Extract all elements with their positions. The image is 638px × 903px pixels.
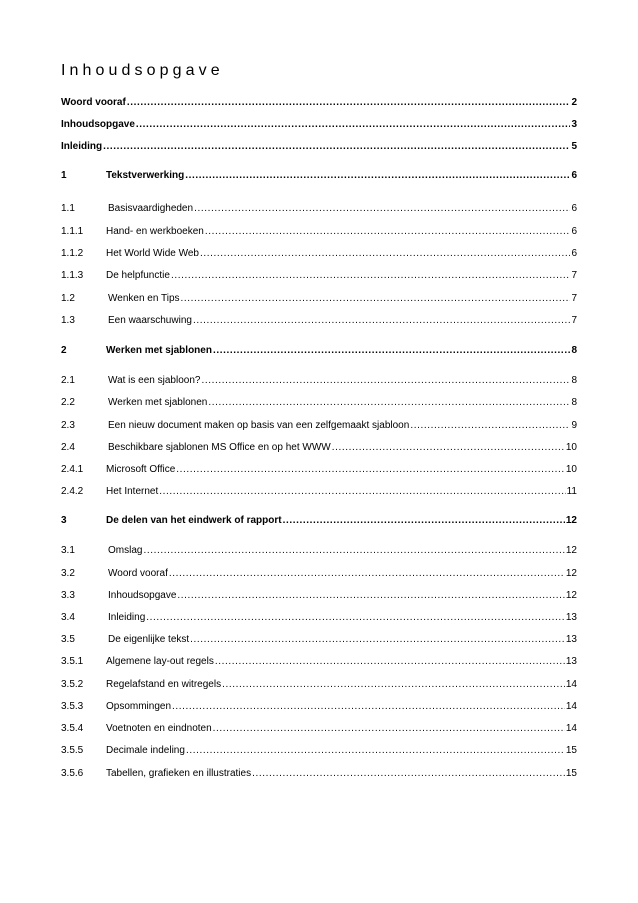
- toc-dot-leader: [127, 97, 570, 109]
- toc-dot-leader: [172, 701, 565, 713]
- toc-entry-title: Opsommingen: [106, 701, 172, 712]
- toc-entry-page-number: 7: [571, 293, 577, 304]
- toc-entry-title: De delen van het eindwerk of rapport: [106, 515, 282, 526]
- toc-title: Inhoudsopgave: [61, 62, 224, 79]
- toc-entry-title: Werken met sjablonen: [108, 397, 208, 408]
- toc-entry[interactable]: [61, 741, 577, 757]
- toc-entry-title: Woord vooraf: [61, 97, 126, 108]
- toc-dot-leader: [159, 486, 565, 498]
- toc-entry-number: 1.1.3: [61, 270, 84, 281]
- toc-entry-title: Inleiding: [108, 612, 146, 623]
- toc-entry-number: 1.1.2: [61, 248, 84, 259]
- toc-entry-page-number: 6: [571, 170, 577, 181]
- toc-dot-leader: [177, 590, 564, 602]
- toc-entry[interactable]: [61, 438, 577, 454]
- toc-entry[interactable]: [61, 541, 577, 557]
- toc-entry[interactable]: [61, 630, 577, 646]
- toc-entry-title: Wat is een sjabloon?: [108, 375, 201, 386]
- toc-entry-page-number: 13: [565, 612, 577, 623]
- toc-entry-title: De eigenlijke tekst: [108, 634, 190, 645]
- toc-entry[interactable]: [61, 764, 577, 780]
- toc-entry-page-number: 12: [565, 545, 577, 556]
- toc-entry-title: Hand- en werkboeken: [106, 226, 204, 237]
- toc-entry[interactable]: [61, 115, 577, 131]
- toc-entry-page-number: 13: [565, 634, 577, 645]
- toc-entry[interactable]: [61, 416, 577, 432]
- toc-entry-page-number: 15: [565, 745, 577, 756]
- toc-entry[interactable]: [61, 564, 577, 580]
- toc-dot-leader: [181, 293, 570, 305]
- toc-entry-page-number: 9: [571, 420, 577, 431]
- toc-dot-leader: [136, 119, 570, 131]
- toc-entry-page-number: 8: [571, 375, 577, 386]
- toc-entry[interactable]: [61, 608, 577, 624]
- toc-entry-title: Tabellen, grafieken en illustraties: [106, 768, 252, 779]
- toc-entry[interactable]: [61, 586, 577, 602]
- toc-entry-title: Decimale indeling: [106, 745, 185, 756]
- toc-entry-title: Inhoudsopgave: [61, 119, 135, 130]
- toc-entry-page-number: 7: [571, 315, 577, 326]
- toc-entry-page-number: 6: [571, 248, 577, 259]
- toc-entry-page-number: 2: [571, 97, 577, 108]
- toc-entry-number: 3.3: [61, 590, 75, 601]
- toc-entry-number: 3.1: [61, 545, 75, 556]
- toc-entry[interactable]: [61, 675, 577, 691]
- toc-entry-page-number: 6: [571, 226, 577, 237]
- toc-dot-leader: [176, 464, 565, 476]
- toc-entry[interactable]: [61, 222, 577, 238]
- toc-dot-leader: [208, 397, 570, 409]
- toc-entry-number: 2.3: [61, 420, 75, 431]
- toc-entry-number: 3.5: [61, 634, 75, 645]
- toc-entry-page-number: 8: [571, 345, 577, 356]
- toc-entry-page-number: 6: [571, 203, 577, 214]
- toc-entry-number: 1.2: [61, 293, 75, 304]
- toc-entry-number: 1: [61, 170, 67, 181]
- toc-entry-title: Een nieuw document maken op basis van een zelfgemaakt sjabloon: [108, 420, 410, 431]
- toc-entry-number: 2: [61, 345, 67, 356]
- toc-entry[interactable]: [61, 371, 577, 387]
- toc-entry-page-number: 12: [565, 568, 577, 579]
- toc-dot-leader: [332, 442, 565, 454]
- toc-entry-title: Wenken en Tips: [108, 293, 180, 304]
- toc-entry-page-number: 13: [565, 656, 577, 667]
- toc-entry-number: 2.2: [61, 397, 75, 408]
- toc-entry[interactable]: [61, 460, 577, 476]
- toc-entry[interactable]: [61, 266, 577, 282]
- toc-entry-number: 3: [61, 515, 67, 526]
- toc-entry-title: Beschikbare sjablonen MS Office en op het WWW: [108, 442, 331, 453]
- toc-entry-title: De helpfunctie: [106, 270, 170, 281]
- toc-entry[interactable]: [61, 244, 577, 260]
- toc-entry[interactable]: [61, 311, 577, 327]
- toc-entry-number: 3.5.3: [61, 701, 84, 712]
- toc-entry-title: Voetnoten en eindnoten: [106, 723, 212, 734]
- toc-entry-page-number: 8: [571, 397, 577, 408]
- toc-entry-number: 1.1.1: [61, 226, 84, 237]
- toc-entry[interactable]: [61, 289, 577, 305]
- toc-dot-leader: [283, 515, 565, 527]
- toc-dot-leader: [222, 679, 565, 691]
- toc-dot-leader: [213, 345, 570, 357]
- toc-entry-number: 3.2: [61, 568, 75, 579]
- toc-dot-leader: [205, 226, 570, 238]
- toc-entry-page-number: 15: [565, 768, 577, 779]
- toc-entry[interactable]: [61, 511, 577, 527]
- toc-entry-page-number: 7: [571, 270, 577, 281]
- toc-entry-title: Een waarschuwing: [108, 315, 192, 326]
- toc-dot-leader: [190, 634, 565, 646]
- toc-dot-leader: [143, 545, 564, 557]
- toc-entry-page-number: 12: [565, 590, 577, 601]
- toc-dot-leader: [201, 375, 570, 387]
- toc-entry-number: 3.5.5: [61, 745, 84, 756]
- toc-entry-number: 1.1: [61, 203, 75, 214]
- toc-entry-page-number: 14: [565, 679, 577, 690]
- toc-entry[interactable]: [61, 93, 577, 109]
- toc-entry-page-number: 12: [565, 515, 577, 526]
- toc-dot-leader: [103, 141, 570, 153]
- toc-dot-leader: [252, 768, 565, 780]
- toc-entry-title: Algemene lay-out regels: [106, 656, 214, 667]
- toc-entry-page-number: 3: [571, 119, 577, 130]
- toc-entry-number: 3.4: [61, 612, 75, 623]
- toc-dot-leader: [186, 745, 565, 757]
- toc-entry[interactable]: [61, 166, 577, 182]
- toc-entry-title: Werken met sjablonen: [106, 345, 212, 356]
- toc-entry-title: Woord vooraf: [108, 568, 168, 579]
- toc-entry-number: 2.1: [61, 375, 75, 386]
- toc-entry[interactable]: [61, 199, 577, 215]
- toc-dot-leader: [169, 568, 565, 580]
- toc-dot-leader: [194, 203, 570, 215]
- toc-dot-leader: [213, 723, 565, 735]
- toc-dot-leader: [215, 656, 565, 668]
- toc-entry-number: 2.4.2: [61, 486, 84, 497]
- toc-entry[interactable]: [61, 697, 577, 713]
- toc-entry-title: Het Internet: [106, 486, 159, 497]
- toc-entry[interactable]: [61, 137, 577, 153]
- toc-entry-title: Inleiding: [61, 141, 103, 152]
- toc-entry-page-number: 14: [565, 701, 577, 712]
- toc-entry-title: Microsoft Office: [106, 464, 176, 475]
- toc-entry-page-number: 14: [565, 723, 577, 734]
- toc-dot-leader: [171, 270, 570, 282]
- toc-entry-title: Tekstverwerking: [106, 170, 185, 181]
- toc-entry-title: Inhoudsopgave: [108, 590, 177, 601]
- toc-entry-page-number: 5: [571, 141, 577, 152]
- toc-dot-leader: [200, 248, 570, 260]
- toc-entry[interactable]: [61, 341, 577, 357]
- toc-dot-leader: [410, 420, 570, 432]
- toc-entry[interactable]: [61, 482, 577, 498]
- toc-dot-leader: [146, 612, 565, 624]
- toc-entry-number: 2.4: [61, 442, 75, 453]
- toc-entry-page-number: 10: [565, 442, 577, 453]
- toc-entry-number: 3.5.1: [61, 656, 84, 667]
- toc-entry-number: 3.5.2: [61, 679, 84, 690]
- toc-entry-number: 3.5.6: [61, 768, 84, 779]
- toc-entry[interactable]: [61, 393, 577, 409]
- toc-entry[interactable]: [61, 652, 577, 668]
- toc-entry-title: Omslag: [108, 545, 143, 556]
- toc-entry-title: Regelafstand en witregels: [106, 679, 222, 690]
- toc-entry-title: Het World Wide Web: [106, 248, 199, 259]
- toc-entry-number: 1.3: [61, 315, 75, 326]
- toc-entry-page-number: 10: [565, 464, 577, 475]
- toc-entry-number: 3.5.4: [61, 723, 84, 734]
- toc-entry-page-number: 11: [566, 486, 577, 497]
- toc-dot-leader: [185, 170, 570, 182]
- toc-entry-number: 2.4.1: [61, 464, 84, 475]
- toc-dot-leader: [193, 315, 570, 327]
- toc-entry[interactable]: [61, 719, 577, 735]
- toc-entry-title: Basisvaardigheden: [108, 203, 194, 214]
